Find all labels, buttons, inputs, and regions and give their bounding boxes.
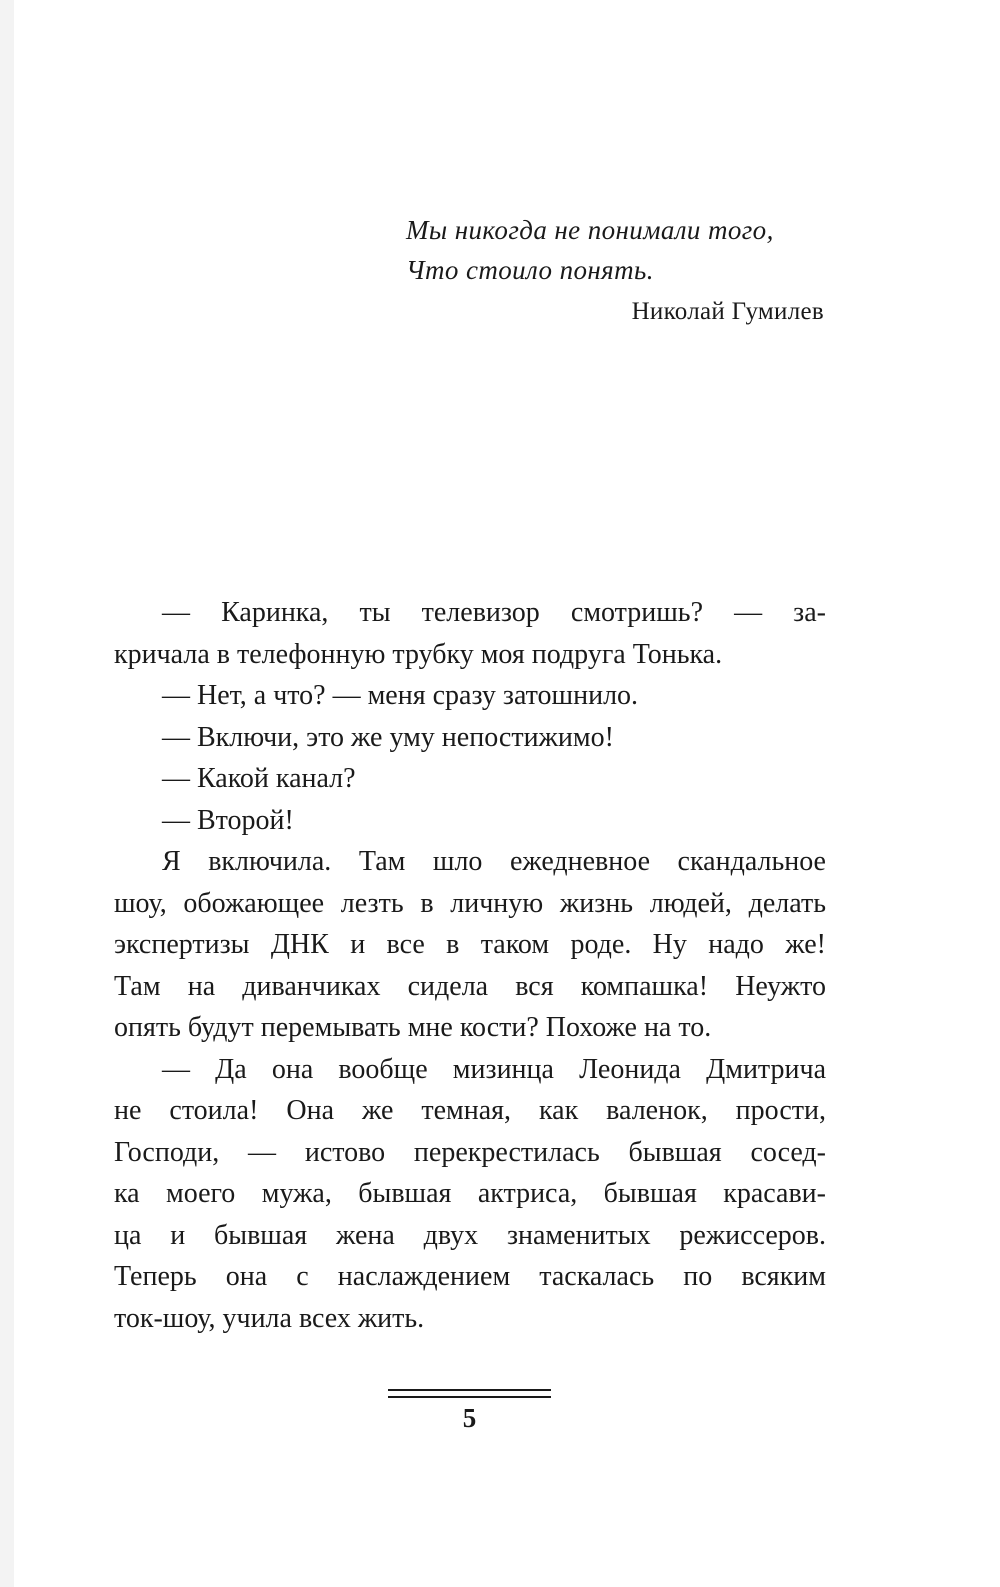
- epigraph-line: Мы никогда не понимали того,: [406, 215, 774, 245]
- epigraph-author: Николай Гумилев: [631, 298, 824, 325]
- body-line: экспертизы ДНК и все в таком роде. Ну надо же!: [114, 929, 826, 960]
- body-line: — Второй!: [162, 804, 294, 836]
- body-line: Теперь она с наслаждением таскалась по всяким: [114, 1261, 826, 1292]
- body-line: ца и бывшая жена двух знаменитых режиссеров.: [114, 1219, 826, 1251]
- body-line: Там на диванчиках сидела вся компашка! Неужто: [114, 970, 826, 1002]
- epigraph: [406, 210, 846, 325]
- body-line: не стоила! Она же темная, как валенок, прости,: [114, 1095, 826, 1126]
- body-line: опять будут перемывать мне кости? Похоже на то.: [114, 1012, 712, 1043]
- body-line: — Какой канал?: [162, 763, 356, 794]
- epigraph-line: Что стоило понять.: [406, 255, 654, 285]
- body-line: — Каринка, ты телевизор смотришь? — за-: [162, 597, 826, 628]
- footer-double-rule: [388, 1389, 551, 1398]
- body-line: — Нет, а что? — меня сразу затошнило.: [162, 680, 639, 711]
- page-number: 5: [462, 1403, 477, 1433]
- body-line: Я включила. Там шло ежедневное скандальное: [162, 846, 826, 877]
- body-line: — Включи, это же уму непостижимо!: [162, 721, 614, 753]
- body-line: ка моего мужа, бывшая актриса, бывшая красави-: [114, 1178, 826, 1209]
- body-line: кричала в телефонную трубку моя подруга Тонька.: [114, 638, 723, 670]
- body-line: Господи, — истово перекрестилась бывшая сосед-: [114, 1136, 826, 1168]
- book-page: [14, 0, 1000, 1587]
- body-line: — Да она вообще мизинца Леонида Дмитрича: [162, 1053, 826, 1085]
- body-line: ток-шоу, учила всех жить.: [114, 1302, 425, 1334]
- body-line: шоу, обожающее лезть в личную жизнь людей, делать: [114, 887, 826, 919]
- body-text: [114, 592, 826, 1339]
